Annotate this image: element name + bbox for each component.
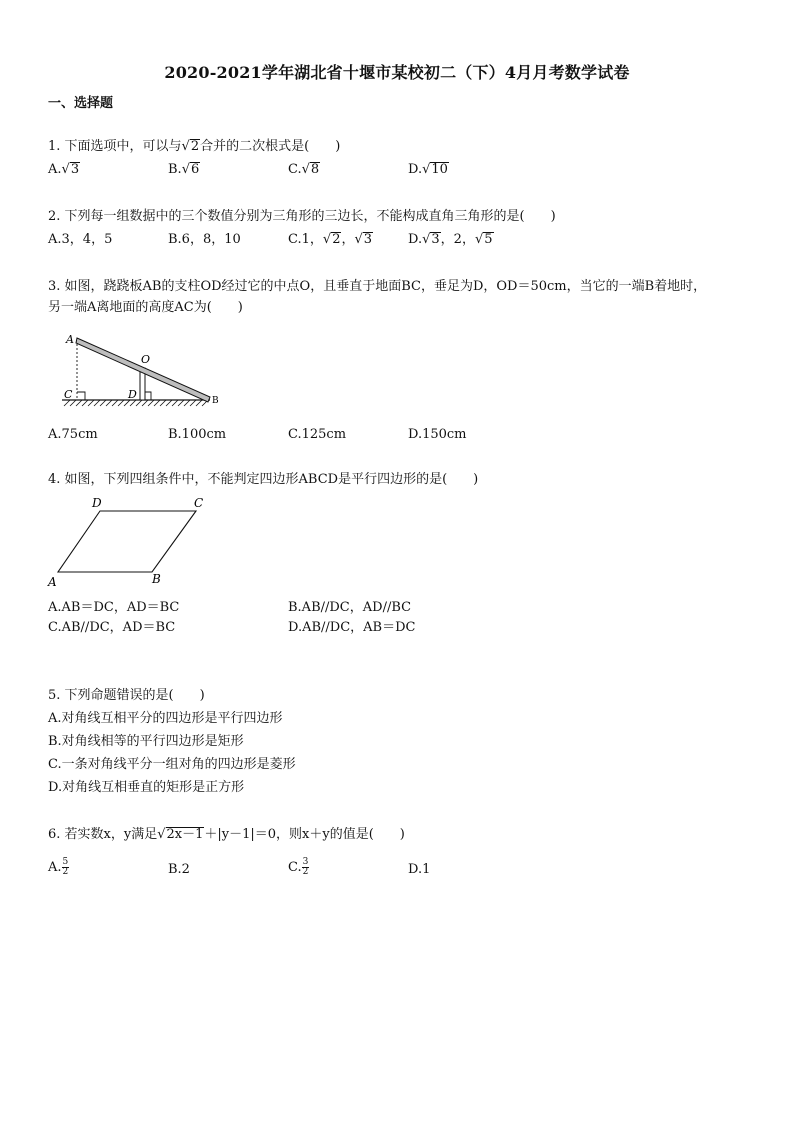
q2-option-a[interactable]: A.3，4，5 bbox=[48, 232, 113, 247]
page-title: 2020-2021学年湖北省十堰市某校初二（下）4月月考数学试卷 bbox=[164, 63, 630, 82]
label-A: A bbox=[66, 333, 74, 346]
seesaw-figure bbox=[50, 328, 230, 413]
q3-option-a[interactable]: A.75cm bbox=[48, 427, 98, 442]
q1-option-c[interactable] bbox=[288, 160, 320, 180]
q1-option-d-label: D. bbox=[408, 162, 423, 177]
q1-option-b[interactable] bbox=[168, 160, 200, 180]
question-4: 4. 如图，下列四组条件中，不能判定四边形ABCD是平行四边形的是( ) bbox=[48, 472, 479, 487]
q6-option-a-fraction bbox=[62, 858, 70, 877]
question-5: 5. 下列命题错误的是( ) bbox=[48, 688, 205, 703]
question-6 bbox=[48, 825, 405, 845]
q6-option-a-label: A. bbox=[48, 860, 62, 875]
q1-option-c-radicand: 8 bbox=[310, 162, 320, 177]
q1-option-a-label: A. bbox=[48, 162, 62, 177]
q6-option-b[interactable]: B.2 bbox=[168, 862, 190, 877]
label-B: B bbox=[152, 572, 161, 586]
section-heading: 一、选择题 bbox=[48, 96, 114, 111]
q2-option-b[interactable]: B.6，8，10 bbox=[168, 232, 241, 247]
sqrt-sign: √ bbox=[301, 162, 310, 177]
q6-option-a[interactable] bbox=[48, 858, 69, 878]
parallelogram-abcd bbox=[58, 511, 196, 572]
q6-option-c-fraction bbox=[302, 858, 310, 877]
q2-option-d[interactable] bbox=[408, 230, 494, 250]
q2-option-d-middle: ，2， bbox=[440, 232, 475, 247]
q1-option-c-label: C. bbox=[288, 162, 302, 177]
fraction-numerator: 3 bbox=[302, 857, 309, 867]
question-6-stem-b: ＋|y－1|＝0，则x＋y的值是( ) bbox=[204, 827, 405, 842]
label-C: C bbox=[194, 496, 204, 510]
label-O: O bbox=[141, 353, 151, 366]
q2-option-c[interactable] bbox=[288, 230, 373, 250]
label-C: C bbox=[64, 388, 73, 401]
fraction-denominator: 2 bbox=[302, 867, 309, 877]
q4-option-a[interactable]: A.AB＝DC，AD＝BC bbox=[48, 600, 180, 615]
right-angle-c bbox=[77, 392, 85, 400]
q1-option-b-label: B. bbox=[168, 162, 182, 177]
fraction-denominator: 2 bbox=[62, 867, 69, 877]
question-1-stem-a: 1. 下面选项中，可以与 bbox=[48, 139, 182, 154]
parallelogram-figure bbox=[44, 494, 219, 589]
q1-option-a[interactable] bbox=[48, 160, 80, 180]
sqrt-sign: √ bbox=[61, 162, 70, 177]
q6-option-c-label: C. bbox=[288, 860, 302, 875]
sqrt-sign: √ bbox=[474, 232, 484, 247]
question-1-radicand: 2 bbox=[190, 139, 200, 154]
sqrt-sign: √ bbox=[422, 162, 431, 177]
sqrt-sign: √ bbox=[322, 232, 332, 247]
q4-option-c[interactable]: C.AB//DC，AD＝BC bbox=[48, 620, 176, 635]
label-D: D bbox=[128, 388, 137, 401]
q5-option-b[interactable]: B.对角线相等的平行四边形是矩形 bbox=[48, 734, 244, 749]
sqrt-sign: √ bbox=[181, 162, 190, 177]
q1-option-d[interactable] bbox=[408, 160, 449, 180]
q2-option-c-separator: ， bbox=[341, 232, 355, 247]
q5-option-c[interactable]: C.一条对角线平分一组对角的四边形是菱形 bbox=[48, 757, 296, 772]
sqrt-sign: √ bbox=[422, 232, 431, 247]
q5-option-d[interactable]: D.对角线互相垂直的矩形是正方形 bbox=[48, 780, 245, 795]
sqrt-sign: √ bbox=[157, 827, 166, 842]
q3-option-c[interactable]: C.125cm bbox=[288, 427, 347, 442]
question-3-line-1: 3. 如图，跷跷板AB的支柱OD经过它的中点O，且垂直于地面BC，垂足为D，OD＝50cm，当它的一端B着地时， bbox=[48, 279, 707, 294]
q1-option-d-radicand: 10 bbox=[431, 162, 448, 177]
q6-option-d[interactable]: D.1 bbox=[408, 862, 431, 877]
q2-option-c-radicand-2: 3 bbox=[363, 232, 373, 247]
question-3-line-2: 另一端A离地面的高度AC为( ) bbox=[48, 300, 243, 315]
question-2: 2. 下列每一组数据中的三个数值分别为三角形的三边长，不能构成直角三角形的是( ) bbox=[48, 209, 556, 224]
q2-option-c-prefix: C.1， bbox=[288, 232, 323, 247]
q1-option-a-radicand: 3 bbox=[70, 162, 80, 177]
q6-option-c[interactable] bbox=[288, 858, 309, 878]
label-D: D bbox=[92, 496, 102, 510]
q3-option-d[interactable]: D.150cm bbox=[408, 427, 467, 442]
q2-option-d-radicand-1: 3 bbox=[431, 232, 440, 247]
question-6-stem-a: 6. 若实数x，y满足 bbox=[48, 827, 158, 842]
q2-option-d-prefix: D. bbox=[408, 232, 423, 247]
question-1 bbox=[48, 137, 340, 157]
question-1-stem-b: 合并的二次根式是( ) bbox=[200, 139, 341, 154]
right-angle-d bbox=[145, 392, 151, 400]
question-6-radicand: 2x－1 bbox=[166, 827, 204, 842]
sqrt-sign: √ bbox=[181, 139, 190, 154]
sqrt-sign: √ bbox=[354, 232, 363, 247]
fraction-numerator: 5 bbox=[62, 857, 69, 867]
q4-option-d[interactable]: D.AB//DC，AB＝DC bbox=[288, 620, 416, 635]
q5-option-a[interactable]: A.对角线互相平分的四边形是平行四边形 bbox=[48, 711, 283, 726]
q3-option-b[interactable]: B.100cm bbox=[168, 427, 227, 442]
q2-option-d-radicand-2: 5 bbox=[484, 232, 493, 247]
label-B: B bbox=[212, 396, 219, 406]
q1-option-b-radicand: 6 bbox=[190, 162, 200, 177]
label-A: A bbox=[48, 575, 57, 589]
q4-option-b[interactable]: B.AB//DC，AD//BC bbox=[288, 600, 412, 615]
q2-option-c-radicand-1: 2 bbox=[332, 232, 341, 247]
